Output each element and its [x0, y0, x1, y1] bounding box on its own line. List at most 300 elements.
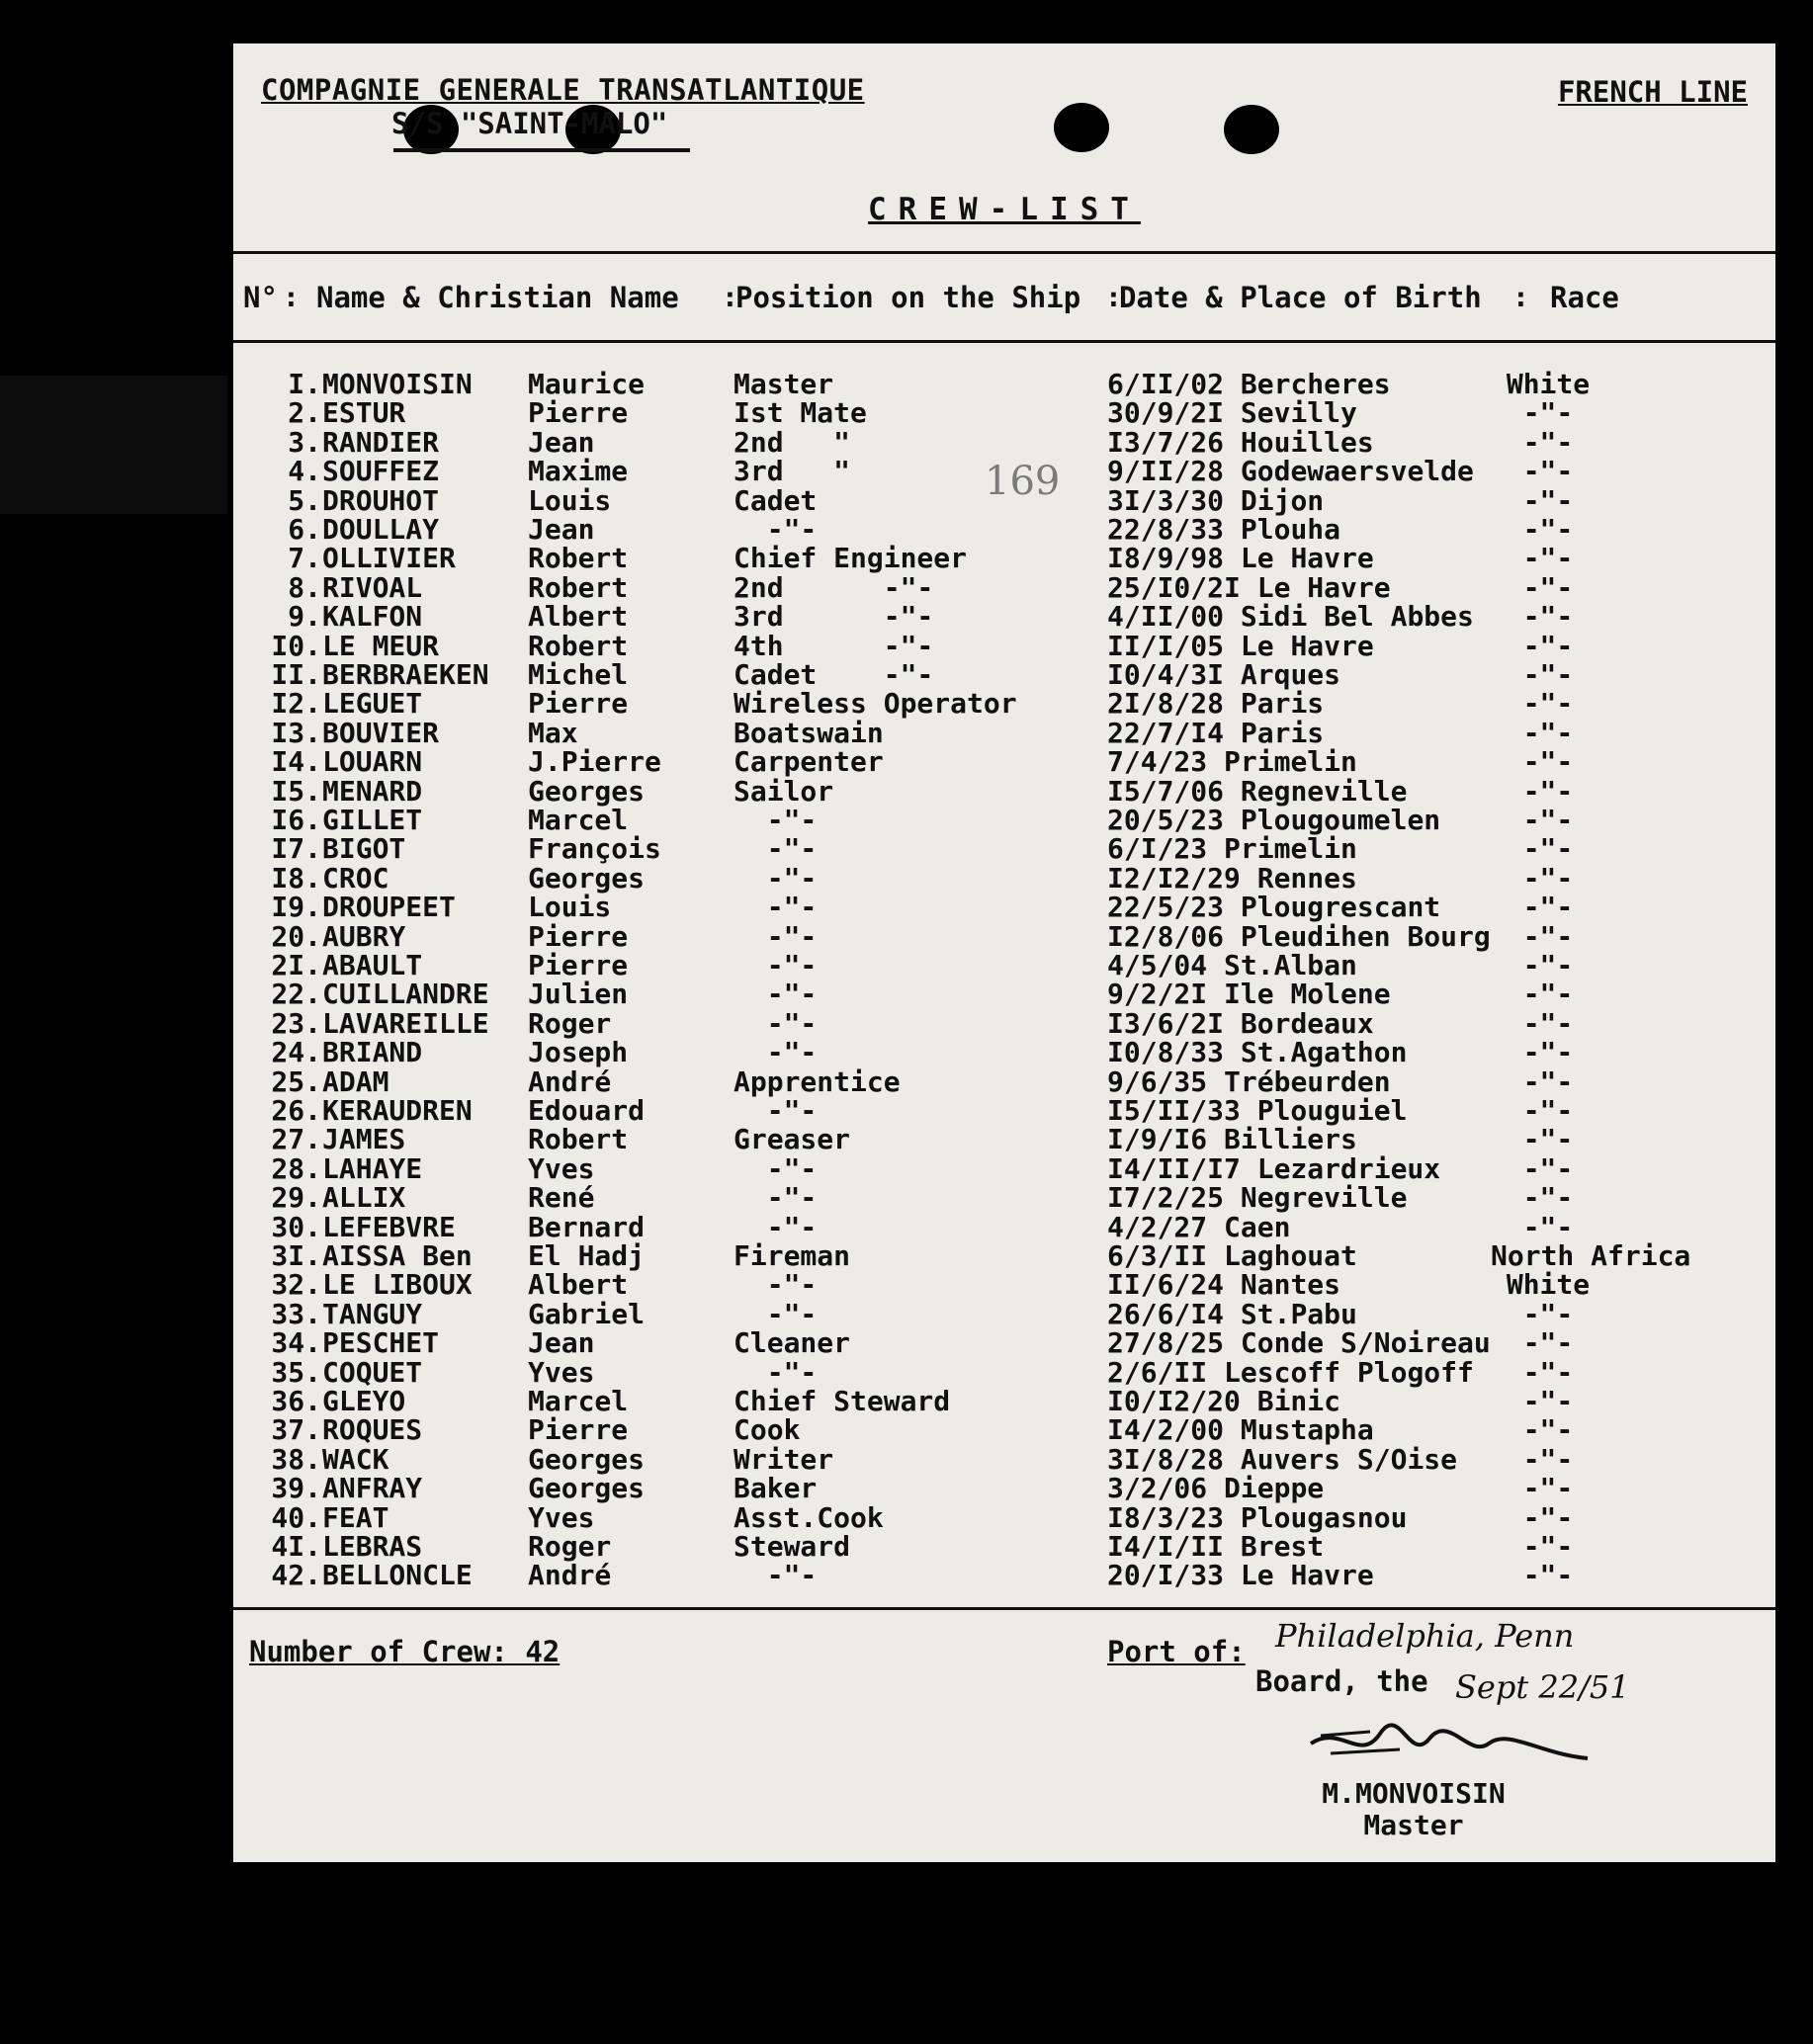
crew-row	[233, 1442, 1775, 1476]
crew-birth-place: Primelin	[1224, 832, 1357, 866]
crew-list-document	[233, 43, 1775, 1862]
crew-birth	[1107, 1530, 1324, 1563]
crew-position: -"-	[734, 891, 818, 924]
crew-birth-date: 3/2/06	[1107, 1472, 1208, 1505]
crew-birth	[1107, 949, 1357, 981]
crew-row	[233, 1239, 1775, 1272]
crew-race: -"-	[1522, 1123, 1574, 1156]
crew-race: -"-	[1522, 570, 1574, 604]
crew-number: I6.	[271, 804, 321, 836]
crew-number: 20.	[271, 919, 321, 953]
crew-position: -"-	[734, 1355, 818, 1389]
crew-birth-date: I3/6/2I	[1107, 1006, 1225, 1040]
crew-birth	[1107, 1065, 1391, 1098]
crew-given-name: André	[528, 1065, 612, 1098]
crew-row	[233, 745, 1775, 779]
crew-birth	[1107, 630, 1374, 662]
crew-given-name: Bernard	[528, 1210, 646, 1243]
crew-row	[233, 1413, 1775, 1447]
crew-number: 37.	[271, 1413, 321, 1447]
crew-race: -"-	[1522, 1297, 1574, 1330]
crew-birth-place: Sevilly	[1240, 396, 1357, 430]
crew-number: 5.	[288, 483, 321, 517]
crew-birth-place: St.Alban	[1224, 949, 1357, 981]
crew-surname: DROUPEET	[322, 891, 456, 924]
crew-number: 3I.	[271, 1239, 321, 1272]
crew-birth-place: Regneville	[1240, 774, 1408, 808]
crew-row	[233, 891, 1775, 924]
crew-position: -"-	[734, 804, 818, 836]
crew-given-name: Jean	[528, 425, 595, 459]
crew-number: 24.	[271, 1036, 321, 1069]
crew-birth-date: I/9/I6	[1107, 1123, 1208, 1156]
crew-surname: FEAT	[322, 1500, 389, 1534]
crew-birth-date: I0/4/3I	[1107, 658, 1225, 691]
crew-number: 4.	[288, 455, 321, 488]
crew-birth	[1107, 745, 1357, 778]
crew-position: -"-	[734, 978, 818, 1011]
column-header-number: N°	[243, 281, 278, 314]
crew-row	[233, 949, 1775, 981]
crew-surname: SOUFFEZ	[322, 455, 440, 488]
crew-birth-date: II/I/05	[1107, 629, 1225, 662]
crew-birth-date: I0/8/33	[1107, 1036, 1225, 1069]
crew-given-name: Georges	[528, 774, 646, 808]
crew-birth	[1107, 368, 1391, 400]
crew-birth-place: Plougasnou	[1240, 1500, 1408, 1534]
crew-birth-date: 22/7/I4	[1107, 716, 1225, 749]
crew-birth	[1107, 687, 1324, 720]
crew-given-name: Louis	[528, 483, 612, 517]
crew-given-name: Albert	[528, 1268, 629, 1302]
crew-race: -"-	[1522, 774, 1574, 808]
crew-birth-date: I4/2/00	[1107, 1413, 1225, 1447]
crew-row	[233, 1297, 1775, 1330]
crew-given-name: Yves	[528, 1500, 595, 1534]
column-header-position: Position on the Ship	[735, 281, 1081, 314]
crew-race: -"-	[1522, 425, 1574, 459]
crew-birth-place: Plouguiel	[1256, 1094, 1408, 1127]
crew-number: I2.	[271, 687, 321, 721]
crew-birth	[1107, 1094, 1407, 1127]
crew-row	[233, 978, 1775, 1011]
crew-birth-place: Auvers S/Oise	[1240, 1442, 1458, 1476]
crew-surname: OLLIVIER	[322, 542, 456, 575]
crew-given-name: Julien	[528, 978, 629, 1011]
crew-position: -"-	[734, 1036, 818, 1069]
crew-birth	[1107, 513, 1340, 546]
crew-birth	[1107, 1385, 1340, 1417]
crew-birth	[1107, 862, 1357, 894]
crew-birth	[1107, 717, 1324, 749]
crew-number: 27.	[271, 1123, 321, 1156]
crew-birth-place: Paris	[1240, 716, 1325, 749]
crew-birth-date: I5/II/33	[1107, 1094, 1241, 1127]
crew-position: -"-	[734, 1006, 818, 1040]
crew-race: -"-	[1522, 1006, 1574, 1040]
crew-surname: ABAULT	[322, 949, 423, 981]
crew-position: 3rd "	[734, 455, 851, 488]
crew-position: Ist Mate	[734, 396, 867, 430]
crew-number: 35.	[271, 1355, 321, 1389]
crew-race: -"-	[1522, 1151, 1574, 1185]
crew-surname: MONVOISIN	[322, 368, 473, 400]
crew-birth-place: Conde S/Noireau	[1240, 1326, 1491, 1360]
crew-surname: BERBRAEKEN	[322, 658, 489, 691]
crew-race: -"-	[1522, 600, 1574, 634]
crew-number: 7.	[288, 542, 321, 575]
crew-number: 34.	[271, 1326, 321, 1360]
crew-surname: LEBRAS	[322, 1530, 423, 1563]
crew-number: 42.	[271, 1559, 321, 1592]
crew-surname: BELLONCLE	[322, 1559, 473, 1592]
crew-birth-place: Bordeaux	[1240, 1006, 1374, 1040]
crew-race: -"-	[1522, 832, 1574, 866]
crew-number: 32.	[271, 1268, 321, 1302]
crew-position: -"-	[734, 861, 818, 894]
crew-row	[233, 1094, 1775, 1127]
crew-birth-place: St.Agathon	[1240, 1036, 1408, 1069]
crew-race: -"-	[1522, 483, 1574, 517]
crew-given-name: Gabriel	[528, 1297, 646, 1330]
crew-row	[233, 600, 1775, 634]
crew-birth-date: 2/6/II	[1107, 1355, 1208, 1389]
crew-position: Baker	[734, 1472, 818, 1505]
crew-position: Boatswain	[734, 716, 884, 749]
crew-birth-date: I0/I2/20	[1107, 1385, 1241, 1417]
crew-given-name: Michel	[528, 658, 629, 691]
crew-number: II.	[271, 658, 321, 691]
crew-birth-date: 4/2/27	[1107, 1210, 1208, 1243]
crew-race: -"-	[1522, 891, 1574, 924]
crew-birth-date: 4/5/04	[1107, 949, 1208, 981]
crew-given-name: Pierre	[528, 687, 629, 721]
crew-row	[233, 483, 1775, 517]
crew-given-name: Pierre	[528, 949, 629, 981]
crew-race: -"-	[1522, 1530, 1574, 1563]
crew-birth-place: Rennes	[1256, 861, 1357, 894]
crew-given-name: Maxime	[528, 455, 629, 488]
crew-surname: LAHAYE	[322, 1151, 423, 1185]
crew-birth	[1107, 1356, 1474, 1389]
crew-birth-date: 9/II/28	[1107, 455, 1225, 488]
crew-given-name: Georges	[528, 1442, 646, 1476]
crew-position: -"-	[734, 1297, 818, 1330]
crew-birth	[1107, 804, 1440, 836]
crew-birth-place: Godewaersvelde	[1240, 455, 1474, 488]
crew-birth	[1107, 1298, 1357, 1330]
crew-number: I.	[288, 368, 321, 400]
crew-row	[233, 804, 1775, 836]
crew-position: Cadet	[734, 483, 818, 517]
crew-surname: LEGUET	[322, 687, 423, 721]
crew-number: 2.	[288, 396, 321, 430]
crew-number: 38.	[271, 1442, 321, 1476]
crew-position: Sailor	[734, 774, 834, 808]
crew-surname: KALFON	[322, 600, 423, 634]
crew-race: -"-	[1522, 804, 1574, 836]
crew-given-name: Roger	[528, 1530, 612, 1563]
crew-birth-place: Paris	[1240, 687, 1325, 721]
crew-birth	[1107, 396, 1357, 429]
crew-position: Fireman	[734, 1239, 851, 1272]
crew-surname: LEFEBVRE	[322, 1210, 456, 1243]
crew-position: -"-	[734, 919, 818, 953]
crew-row	[233, 1151, 1775, 1185]
crew-position: -"-	[734, 1181, 818, 1215]
crew-row	[233, 396, 1775, 430]
crew-position: -"-	[734, 1151, 818, 1185]
crew-surname: ALLIX	[322, 1181, 406, 1215]
crew-row	[233, 1385, 1775, 1417]
crew-position: Cook	[734, 1413, 801, 1447]
crew-number: I9.	[271, 891, 321, 924]
french-line-label: FRENCH LINE	[1557, 75, 1748, 109]
crew-position: Writer	[734, 1442, 834, 1476]
crew-position: -"-	[734, 832, 818, 866]
column-header-name: Name & Christian Name	[316, 281, 679, 314]
crew-position: Wireless Operator	[734, 687, 1017, 721]
crew-birth-date: 3I/8/28	[1107, 1442, 1225, 1476]
crew-birth-place: Negreville	[1240, 1181, 1408, 1215]
crew-birth	[1107, 1211, 1290, 1243]
crew-row	[233, 1181, 1775, 1215]
crew-surname: DROUHOT	[322, 483, 440, 517]
column-separator: :	[722, 281, 738, 313]
column-separator: :	[1105, 281, 1122, 313]
crew-birth-date: 25/I0/2I	[1107, 570, 1241, 604]
crew-position: -"-	[734, 513, 818, 546]
header-bottom-rule	[233, 340, 1775, 343]
crew-birth	[1107, 920, 1491, 953]
crew-number: 3.	[288, 425, 321, 459]
crew-surname: DOULLAY	[322, 513, 440, 546]
crew-number: I0.	[271, 629, 321, 662]
crew-row	[233, 570, 1775, 604]
crew-birth-date: II/6/24	[1107, 1268, 1225, 1302]
crew-surname: PESCHET	[322, 1326, 440, 1360]
crew-birth-place: Pleudihen Bourg	[1240, 919, 1491, 953]
crew-birth-place: Arques	[1240, 658, 1341, 691]
crew-birth	[1107, 455, 1474, 487]
crew-birth	[1107, 1268, 1340, 1301]
crew-race: -"-	[1522, 1413, 1574, 1447]
crew-birth	[1107, 1443, 1457, 1476]
crew-surname: LOUARN	[322, 745, 423, 779]
ship-name: S/S "SAINT-MALO"	[391, 107, 668, 140]
crew-row	[233, 513, 1775, 546]
crew-birth	[1107, 978, 1391, 1010]
stamp-number: 169	[985, 459, 1061, 504]
crew-birth-place: Plougrescant	[1240, 891, 1441, 924]
crew-birth-place: Brest	[1240, 1530, 1325, 1563]
crew-position: 2nd "	[734, 425, 851, 459]
crew-birth	[1107, 1123, 1357, 1155]
crew-birth-place: Lescoff Plogoff	[1224, 1355, 1474, 1389]
crew-surname: BOUVIER	[322, 716, 440, 749]
crew-birth	[1107, 426, 1374, 459]
crew-race: -"-	[1522, 1472, 1574, 1505]
crew-row	[233, 368, 1775, 400]
crew-birth-place: Caen	[1224, 1210, 1291, 1243]
crew-number: I3.	[271, 716, 321, 749]
crew-birth-date: 27/8/25	[1107, 1326, 1225, 1360]
crew-row	[233, 1355, 1775, 1389]
crew-birth	[1107, 1036, 1407, 1068]
crew-race: -"-	[1522, 513, 1574, 546]
crew-race: -"-	[1522, 1559, 1574, 1592]
crew-race: -"-	[1522, 1210, 1574, 1243]
crew-given-name: Maurice	[528, 368, 646, 400]
crew-position: -"-	[734, 1559, 818, 1592]
crew-count: Number of Crew: 42	[249, 1635, 561, 1668]
crew-number: 36.	[271, 1385, 321, 1417]
crew-race: -"-	[1522, 396, 1574, 430]
crew-surname: ADAM	[322, 1065, 389, 1098]
crew-position: Asst.Cook	[734, 1500, 884, 1534]
crew-birth-place: Le Havre	[1240, 542, 1374, 575]
crew-row	[233, 716, 1775, 749]
crew-race: White	[1506, 1268, 1591, 1302]
crew-position: Cadet -"-	[734, 658, 934, 691]
crew-birth	[1107, 1326, 1491, 1359]
crew-birth	[1107, 571, 1391, 604]
crew-position: Chief Engineer	[734, 542, 968, 575]
header-top-rule	[233, 251, 1775, 254]
crew-birth-date: 4/II/00	[1107, 600, 1225, 634]
column-separator: :	[1512, 281, 1529, 313]
crew-position: Apprentice	[734, 1065, 901, 1098]
crew-surname: COQUET	[322, 1355, 423, 1389]
crew-given-name: Max	[528, 716, 578, 749]
crew-birth	[1107, 1559, 1374, 1591]
crew-birth	[1107, 542, 1374, 574]
crew-row	[233, 658, 1775, 691]
crew-number: I7.	[271, 832, 321, 866]
crew-row	[233, 832, 1775, 866]
crew-birth-date: 22/5/23	[1107, 891, 1225, 924]
crew-birth-date: 22/8/33	[1107, 513, 1225, 546]
crew-row	[233, 1065, 1775, 1098]
crew-race: -"-	[1522, 1355, 1574, 1389]
crew-number: 9.	[288, 600, 321, 634]
crew-number: 6.	[288, 513, 321, 546]
crew-surname: BRIAND	[322, 1036, 423, 1069]
port-label: Port of:	[1107, 1635, 1246, 1668]
crew-birth-date: I2/I2/29	[1107, 861, 1241, 894]
crew-row	[233, 1210, 1775, 1243]
crew-surname: WACK	[322, 1442, 389, 1476]
crew-birth-place: Le Havre	[1240, 1559, 1374, 1592]
crew-number: 33.	[271, 1297, 321, 1330]
ship-name-underline	[393, 148, 690, 152]
crew-number: 22.	[271, 978, 321, 1011]
signatory-name: M.MONVOISIN	[1322, 1777, 1506, 1810]
crew-birth-date: I7/2/25	[1107, 1181, 1225, 1215]
crew-birth-date: 30/9/2I	[1107, 396, 1225, 430]
crew-surname: GILLET	[322, 804, 423, 836]
crew-given-name: Robert	[528, 542, 629, 575]
crew-birth-place: Houilles	[1240, 425, 1374, 459]
crew-number: 28.	[271, 1151, 321, 1185]
crew-surname: ANFRAY	[322, 1472, 423, 1505]
crew-given-name: André	[528, 1559, 612, 1592]
crew-race: White	[1506, 368, 1591, 400]
crew-birth-date: 2I/8/28	[1107, 687, 1225, 721]
crew-birth-date: I2/8/06	[1107, 919, 1225, 953]
crew-surname: GLEYO	[322, 1385, 406, 1417]
crew-birth-place: St.Pabu	[1240, 1297, 1357, 1330]
crew-birth-date: I4/II/I7	[1107, 1151, 1241, 1185]
crew-number: 25.	[271, 1065, 321, 1098]
crew-race: -"-	[1522, 861, 1574, 894]
crew-given-name: Georges	[528, 1472, 646, 1505]
crew-race: -"-	[1522, 542, 1574, 575]
crew-row	[233, 687, 1775, 721]
crew-surname: LE MEUR	[322, 629, 440, 662]
crew-race: -"-	[1522, 716, 1574, 749]
crew-number: 23.	[271, 1006, 321, 1040]
crew-number: 40.	[271, 1500, 321, 1534]
crew-surname: TANGUY	[322, 1297, 423, 1330]
crew-birth-date: 9/6/35	[1107, 1065, 1208, 1098]
crew-surname: LE LIBOUX	[322, 1268, 473, 1302]
crew-race: -"-	[1522, 949, 1574, 981]
crew-row	[233, 455, 1775, 488]
crew-birth-place: Dieppe	[1224, 1472, 1325, 1505]
crew-given-name: Georges	[528, 861, 646, 894]
crew-race: -"-	[1522, 1065, 1574, 1098]
crew-row	[233, 774, 1775, 808]
crew-given-name: Albert	[528, 600, 629, 634]
crew-birth	[1107, 1181, 1407, 1214]
column-header-race: Race	[1550, 281, 1619, 314]
crew-birth	[1107, 1152, 1440, 1185]
crew-birth-place: Plouha	[1240, 513, 1341, 546]
crew-birth-date: 6/II/02	[1107, 368, 1225, 400]
crew-birth	[1107, 658, 1340, 691]
crew-surname: JAMES	[322, 1123, 406, 1156]
crew-surname: RIVOAL	[322, 570, 423, 604]
crew-row	[233, 1530, 1775, 1563]
crew-birth-place: Le Havre	[1240, 629, 1374, 662]
crew-surname: CUILLANDRE	[322, 978, 489, 1011]
crew-position: Chief Steward	[734, 1385, 951, 1417]
crew-position: 4th -"-	[734, 629, 934, 662]
crew-birth-date: 7/4/23	[1107, 745, 1208, 779]
crew-surname: RANDIER	[322, 425, 440, 459]
crew-race: -"-	[1522, 687, 1574, 721]
crew-row	[233, 1326, 1775, 1360]
crew-given-name: René	[528, 1181, 595, 1215]
crew-number: 2I.	[271, 949, 321, 981]
crew-given-name: Yves	[528, 1151, 595, 1185]
crew-number: 26.	[271, 1094, 321, 1127]
crew-number: 8.	[288, 570, 321, 604]
crew-given-name: Pierre	[528, 396, 629, 430]
crew-number: I4.	[271, 745, 321, 779]
crew-race: -"-	[1522, 978, 1574, 1011]
crew-given-name: Roger	[528, 1006, 612, 1040]
crew-given-name: François	[528, 832, 661, 866]
crew-birth-place: Binic	[1256, 1385, 1341, 1417]
signatory-title: Master	[1363, 1809, 1464, 1841]
footer-top-rule	[233, 1607, 1775, 1610]
crew-number: 39.	[271, 1472, 321, 1505]
crew-birth-date: I8/3/23	[1107, 1500, 1225, 1534]
crew-birth-place: Trébeurden	[1224, 1065, 1391, 1098]
crew-birth-date: 20/5/23	[1107, 804, 1225, 836]
